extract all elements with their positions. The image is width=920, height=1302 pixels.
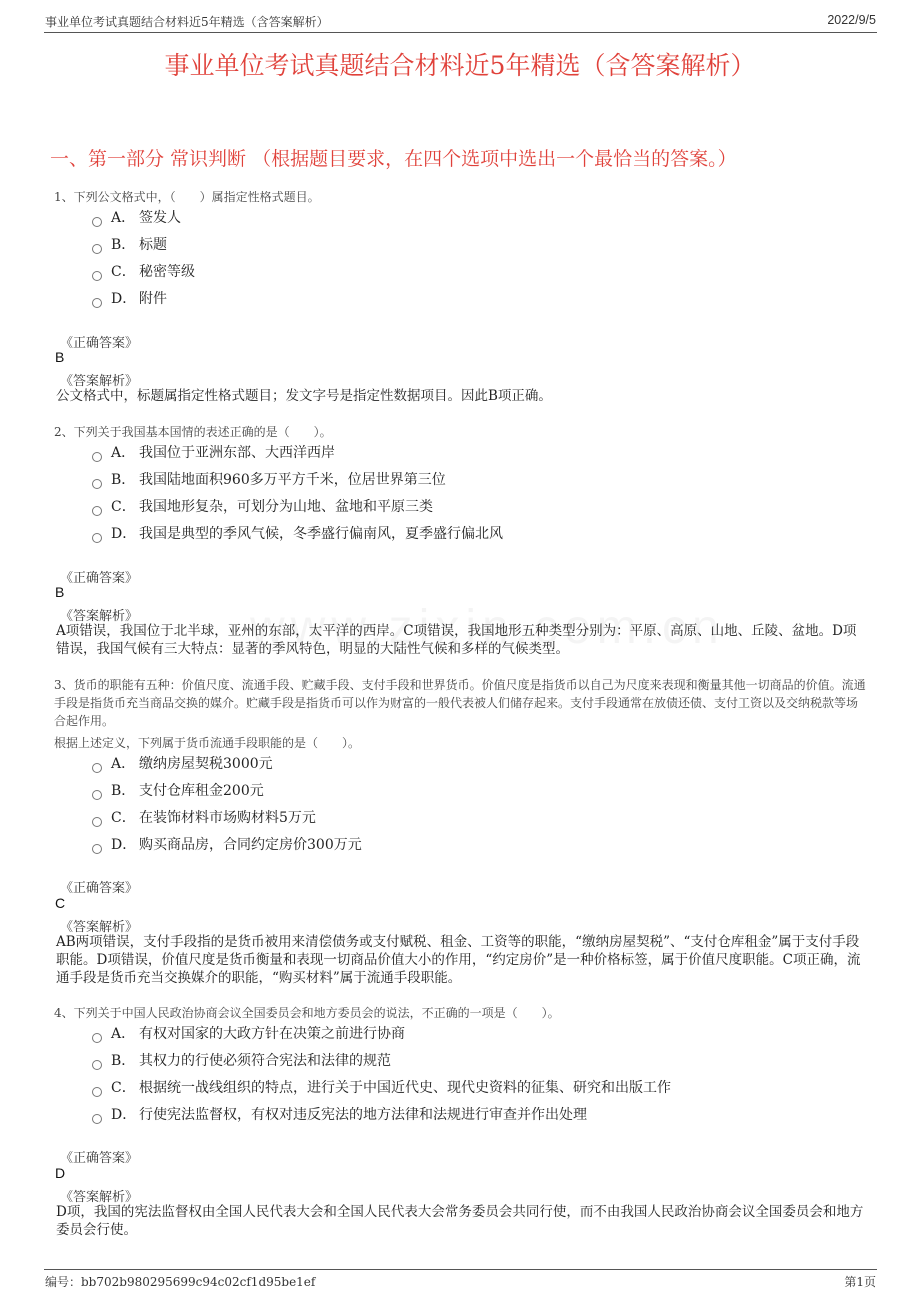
answer-analysis: A项错误，我国位于北半球，亚州的东部，太平洋的西岸。C项错误，我国地形五种类型分别为：平原、高原、山地、丘陵、盆地。D项错误，我国气候有三大特点：显著的季风特色，明显的大陆性气候和多样的气候类型。 (56, 623, 857, 657)
option-b[interactable]: B． 支付仓库租金200元 (92, 781, 264, 801)
answer-label: 《正确答案》 (60, 571, 139, 586)
correct-answer: B (55, 349, 65, 365)
question-stem: 2、下列关于我国基本国情的表述正确的是（ ）。 (54, 425, 332, 439)
radio-icon[interactable] (92, 763, 102, 773)
header-date: 2022/9/5 (827, 13, 876, 27)
radio-icon[interactable] (92, 244, 102, 254)
option-d[interactable]: D． 附件 (92, 289, 167, 309)
footer-divider (44, 1269, 877, 1270)
radio-icon[interactable] (92, 452, 102, 462)
radio-icon[interactable] (92, 479, 102, 489)
option-c[interactable]: C． 根据统一战线组织的特点，进行关于中国近代史、现代史资料的征集、研究和出版工作 (92, 1078, 671, 1098)
option-a[interactable]: A． 缴纳房屋契税3000元 (92, 754, 273, 774)
page-number: 第1页 (844, 1275, 876, 1289)
page-title: 事业单位考试真题结合材料近5年精选（含答案解析） (164, 51, 756, 80)
option-d[interactable]: D． 行使宪法监督权，有权对违反宪法的地方法律和法规进行审查并作出处理 (92, 1105, 587, 1125)
radio-icon[interactable] (92, 533, 102, 543)
radio-icon[interactable] (92, 1114, 102, 1124)
option-b[interactable]: B． 其权力的行使必须符合宪法和法律的规范 (92, 1051, 391, 1071)
analysis-label: 《答案解析》 (60, 609, 139, 624)
radio-icon[interactable] (92, 1060, 102, 1070)
answer-analysis: 公文格式中，标题属指定性格式题目；发文字号是指定性数据项目。因此B项正确。 (56, 388, 552, 404)
option-a[interactable]: A． 签发人 (92, 208, 181, 228)
radio-icon[interactable] (92, 790, 102, 800)
option-c[interactable]: C． 我国地形复杂，可划分为山地、盆地和平原三类 (92, 497, 433, 517)
option-c[interactable]: C． 在装饰材料市场购材料5万元 (92, 808, 316, 828)
question-stem: 1、下列公文格式中，（ ）属指定性格式题目。 (54, 190, 320, 204)
option-c[interactable]: C． 秘密等级 (92, 262, 195, 282)
analysis-label: 《答案解析》 (60, 1190, 139, 1205)
answer-label: 《正确答案》 (60, 881, 139, 896)
analysis-label: 《答案解析》 (60, 374, 139, 389)
radio-icon[interactable] (92, 817, 102, 827)
option-a[interactable]: A． 有权对国家的大政方针在决策之前进行协商 (92, 1024, 405, 1044)
radio-icon[interactable] (92, 217, 102, 227)
radio-icon[interactable] (92, 1033, 102, 1043)
question-stem: 3、货币的职能有五种：价值尺度、流通手段、贮藏手段、支付手段和世界货币。价值尺度是指货币以自己为尺度来表现和衡量其他一切商品的价值。流通手段是指货币充当商品交换的媒介。贮藏手段是指货币可以作为财富的一般代表被人们储存起来。支付手段通常在放债还债、支付工资以及交纳税款等场合起作用。 (54, 678, 866, 728)
section-title: 一、第一部分 常识判断 （根据题目要求，在四个选项中选出一个最恰当的答案。） (50, 148, 737, 170)
correct-answer: D (55, 1165, 66, 1181)
option-b[interactable]: B． 我国陆地面积960多万平方千米，位居世界第三位 (92, 470, 446, 490)
question-stem: 4、下列关于中国人民政治协商会议全国委员会和地方委员会的说法，不正确的一项是（ ）。 (54, 1006, 560, 1020)
header-divider (44, 32, 877, 33)
question-prompt: 根据上述定义，下列属于货币流通手段职能的是（ ）。 (54, 736, 361, 750)
option-d[interactable]: D． 购买商品房，合同约定房价300万元 (92, 835, 362, 855)
radio-icon[interactable] (92, 506, 102, 516)
analysis-label: 《答案解析》 (60, 920, 139, 935)
correct-answer: C (55, 895, 66, 911)
radio-icon[interactable] (92, 844, 102, 854)
correct-answer: B (55, 584, 65, 600)
radio-icon[interactable] (92, 1087, 102, 1097)
header-title: 事业单位考试真题结合材料近5年精选（含答案解析） (45, 15, 329, 29)
radio-icon[interactable] (92, 298, 102, 308)
option-b[interactable]: B． 标题 (92, 235, 167, 255)
answer-analysis: AB两项错误，支付手段指的是货币被用来清偿债务或支付赋税、租金、工资等的职能，“缴纳房屋契税”、“支付仓库租金”属于支付手段职能。D项错误，价值尺度是货币衡量和表现一切商品价值大小的作用，“约定房价”是一种价格标签，属于价值尺度职能。C项正确，流通手段是货币充当交换媒介的职能，“购买材料”属于流通手段职能。 (56, 934, 861, 986)
answer-analysis: D项，我国的宪法监督权由全国人民代表大会和全国人民代表大会常务委员会共同行使，而不由我国人民政治协商会议全国委员会和地方委员会行使。 (56, 1204, 864, 1238)
radio-icon[interactable] (92, 271, 102, 281)
answer-label: 《正确答案》 (60, 1151, 139, 1166)
option-d[interactable]: D． 我国是典型的季风气候，冬季盛行偏南风，夏季盛行偏北风 (92, 524, 503, 544)
option-a[interactable]: A． 我国位于亚洲东部、大西洋西岸 (92, 443, 335, 463)
document-code: 编号：bb702b980295699c94c02cf1d95be1ef (45, 1275, 316, 1289)
answer-label: 《正确答案》 (60, 336, 139, 351)
